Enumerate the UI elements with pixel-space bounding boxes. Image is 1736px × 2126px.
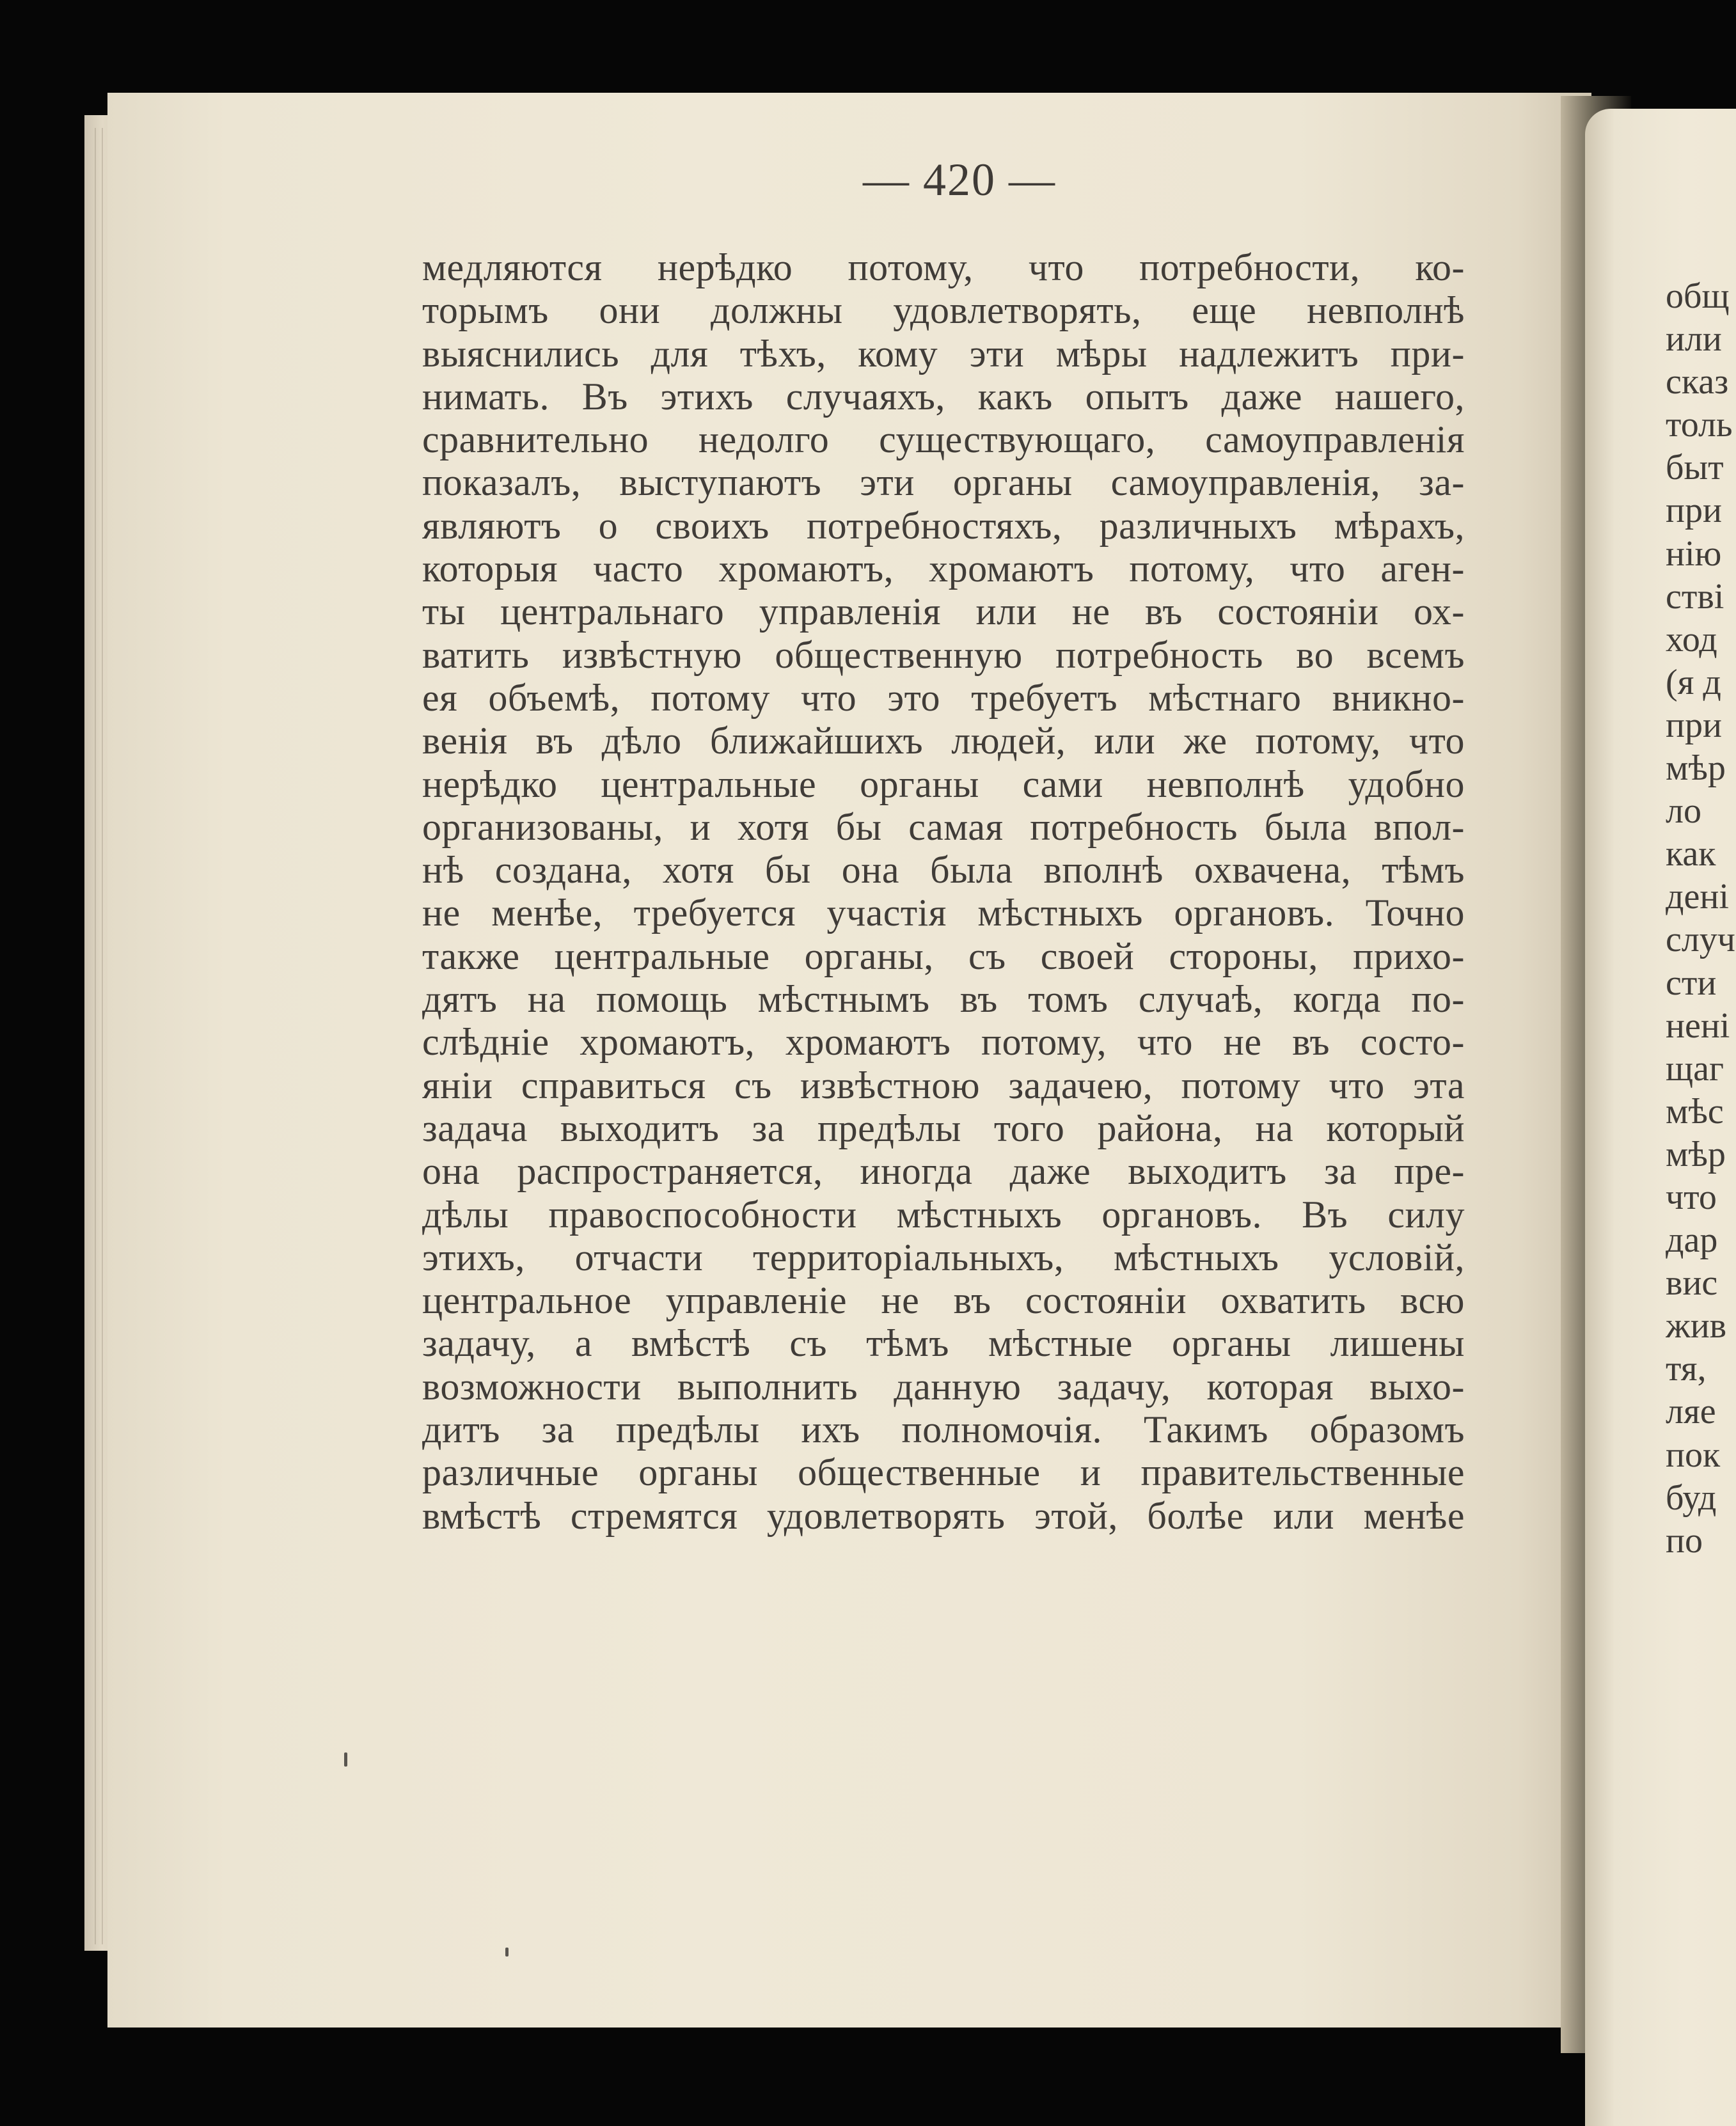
text-line-fragment: пок bbox=[1666, 1435, 1721, 1475]
text-line-fragment: что bbox=[1666, 1177, 1717, 1217]
right-page-text bbox=[1666, 275, 1736, 1563]
text-line-fragment: тя, bbox=[1666, 1349, 1707, 1389]
text-line: нерѣдко центральные органы сами невполнѣ удобно bbox=[422, 762, 1465, 805]
text-line: этихъ, отчасти территоріальныхъ, мѣстныхъ условій, bbox=[422, 1236, 1465, 1279]
text-line-fragment: при bbox=[1666, 705, 1722, 745]
text-line-fragment: денi bbox=[1666, 877, 1729, 917]
text-line: ты центральнаго управленія или не въ состояніи ох- bbox=[422, 590, 1465, 633]
text-line-fragment: вис bbox=[1666, 1263, 1718, 1303]
text-line: она распространяется, иногда даже выходитъ за пре- bbox=[422, 1150, 1465, 1193]
text-line: не менѣе, требуется участія мѣстныхъ органовъ. Точно bbox=[422, 892, 1465, 934]
text-line-fragment: мѣр bbox=[1666, 748, 1726, 789]
margin-ink-mark bbox=[344, 1752, 347, 1767]
text-line-fragment: при bbox=[1666, 491, 1722, 531]
left-page-text bbox=[422, 246, 1465, 1538]
text-line-fragment: нію bbox=[1666, 533, 1722, 574]
text-line-fragment: случ bbox=[1666, 920, 1735, 960]
text-line: являютъ о своихъ потребностяхъ, различныхъ мѣрахъ, bbox=[422, 504, 1465, 547]
text-line: нимать. Въ этихъ случаяхъ, какъ опытъ даже нашего, bbox=[422, 375, 1465, 418]
text-line-fragment: жив bbox=[1666, 1306, 1727, 1346]
text-line: слѣдніе хромаютъ, хромаютъ потому, что не въ состо- bbox=[422, 1021, 1465, 1064]
text-line-fragment: ляе bbox=[1666, 1392, 1716, 1432]
text-line: сравнительно недолго существующаго, самоуправленія bbox=[422, 418, 1465, 461]
text-line-fragment: дар bbox=[1666, 1220, 1718, 1261]
text-line: торымъ они должны удовлетворять, еще невполнѣ bbox=[422, 289, 1465, 332]
text-line-fragment: ненi bbox=[1666, 1005, 1730, 1046]
text-line-fragment: ло bbox=[1666, 791, 1701, 831]
text-line-fragment: толь bbox=[1666, 405, 1733, 445]
text-line-fragment: буд bbox=[1666, 1477, 1717, 1518]
text-line: венія въ дѣло ближайшихъ людей, или же потому, что bbox=[422, 720, 1465, 762]
text-line: также центральные органы, съ своей стороны, прихо- bbox=[422, 934, 1465, 977]
text-line-fragment: быт bbox=[1666, 448, 1724, 488]
text-line: выяснились для тѣхъ, кому эти мѣры надлежитъ при- bbox=[422, 332, 1465, 375]
text-line: дитъ за предѣлы ихъ полномочія. Такимъ образомъ bbox=[422, 1408, 1465, 1451]
text-line: яніи справиться съ извѣстною задачею, потому что эта bbox=[422, 1064, 1465, 1106]
page-number: — 420 — bbox=[863, 154, 1056, 205]
text-line: различные органы общественные и правительственные bbox=[422, 1451, 1465, 1494]
text-line: показалъ, выступаютъ эти органы самоуправленія, за- bbox=[422, 461, 1465, 504]
text-line: организованы, и хотя бы самая потребность была впол- bbox=[422, 805, 1465, 848]
text-line-fragment: мѣр bbox=[1666, 1134, 1726, 1174]
text-line: которыя часто хромаютъ, хромаютъ потому, что аген- bbox=[422, 547, 1465, 590]
text-line: дѣлы правоспособности мѣстныхъ органовъ. Въ силу bbox=[422, 1193, 1465, 1236]
margin-ink-mark bbox=[505, 1948, 509, 1957]
text-line-fragment: мѣс bbox=[1666, 1091, 1724, 1131]
text-line-fragment: ствi bbox=[1666, 576, 1724, 617]
text-line: центральное управленіе не въ состояніи охватить всю bbox=[422, 1279, 1465, 1322]
text-line-fragment: (я д bbox=[1666, 662, 1721, 702]
text-line-fragment: как bbox=[1666, 834, 1716, 874]
text-line: возможности выполнить данную задачу, которая выхо- bbox=[422, 1365, 1465, 1408]
text-line: медляются нерѣдко потому, что потребности, ко- bbox=[422, 246, 1465, 288]
text-line: задача выходитъ за предѣлы того района, на который bbox=[422, 1106, 1465, 1149]
text-line: нѣ создана, хотя бы она была вполнѣ охвачена, тѣмъ bbox=[422, 849, 1465, 892]
text-line: ея объемѣ, потому что это требуетъ мѣстнаго вникно- bbox=[422, 676, 1465, 719]
text-line-fragment: щаг bbox=[1666, 1048, 1724, 1089]
text-line-fragment: ход bbox=[1666, 619, 1717, 659]
text-line: вмѣстѣ стремятся удовлетворять этой, болѣе или менѣе bbox=[422, 1494, 1465, 1537]
text-line: ватить извѣстную общественную потребность во всемъ bbox=[422, 633, 1465, 676]
text-line: дятъ на помощь мѣстнымъ въ томъ случаѣ, когда по- bbox=[422, 978, 1465, 1021]
text-line: задачу, а вмѣстѣ съ тѣмъ мѣстные органы лишены bbox=[422, 1322, 1465, 1365]
text-line-fragment: или bbox=[1666, 319, 1722, 359]
text-line-fragment: сти bbox=[1666, 963, 1717, 1003]
text-line-fragment: общ bbox=[1666, 276, 1730, 316]
text-line-fragment: по bbox=[1666, 1520, 1703, 1561]
text-line-fragment: сказ bbox=[1666, 362, 1729, 402]
